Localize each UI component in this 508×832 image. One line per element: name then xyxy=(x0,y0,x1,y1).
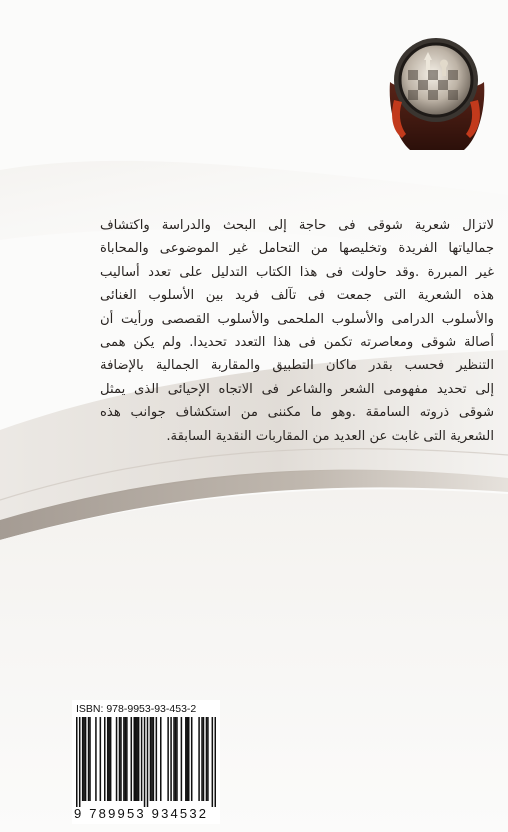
barcode-bar xyxy=(212,717,214,807)
blurb-line: والأسلوب الدرامى والأسلوب الملحمى والأسلوب القصصى ورأيت أن xyxy=(100,311,494,327)
barcode-bar xyxy=(150,717,152,801)
barcode-bar xyxy=(88,717,90,801)
barcode-bar xyxy=(206,717,208,801)
barcode-bar xyxy=(175,717,177,801)
barcode-bar xyxy=(191,717,193,801)
barcode-bar xyxy=(176,717,178,801)
barcode-bar xyxy=(207,717,209,801)
barcode-bar xyxy=(203,717,205,801)
barcode-bar xyxy=(135,717,137,801)
barcode-bar xyxy=(188,717,190,801)
blurb-line: لاتزال شعرية شوقى فى حاجة إلى البحث والدراسة واكتشاف xyxy=(100,218,494,233)
barcode-bar xyxy=(215,717,216,807)
barcode-bar xyxy=(104,717,106,801)
barcode-bar xyxy=(110,717,112,801)
blurb-line: إلى تحديد مفهومى الشعر والشاعر فى الاتجاه الإحيائى الذى يمثل xyxy=(100,381,494,397)
isbn-label: ISBN: 978-9953-93-453-2 xyxy=(76,703,197,715)
blurb-line: غير المبررة .وقد حاولت فى هذا الكتاب التدليل على تعدد أساليب xyxy=(100,264,494,280)
blurb-line: الشعرية التى غابت عن العديد من المقاربات النقدية السابقة. xyxy=(166,428,494,444)
barcode-bar xyxy=(185,717,187,801)
barcode-icon xyxy=(76,717,216,807)
blurb-line: هذه الشعرية التى جمعت فى تآلف فريد بين الأسلوب الغنائى xyxy=(100,288,494,304)
barcode-bar xyxy=(108,717,110,801)
barcode-bar xyxy=(156,717,158,801)
blurb-line: التنظير فحسب بقدر ماكان التطبيق والمقاربة الجمالية بالإضافة xyxy=(100,358,494,374)
barcode-bar xyxy=(123,717,125,801)
barcode-bar xyxy=(173,717,175,801)
barcode-bar xyxy=(198,717,200,801)
barcode-bar xyxy=(141,717,143,801)
blurb-line: شوقى ذروته السامقة .وهو ما مكننى من استكشاف جوانب هذه xyxy=(100,405,494,421)
barcode-bar xyxy=(82,717,84,801)
barcode-bar xyxy=(126,717,128,801)
barcode-bar xyxy=(170,717,172,801)
barcode-bar xyxy=(125,717,127,801)
barcode-bar xyxy=(100,717,102,801)
ean-digits: 9 789953 934532 xyxy=(74,806,209,821)
barcode-bar xyxy=(136,717,138,801)
magnifier-chess-emblem-icon xyxy=(380,30,492,152)
barcode-bar xyxy=(151,717,153,801)
isbn-block xyxy=(72,700,220,824)
barcode-bar xyxy=(133,717,135,801)
barcode-bar xyxy=(120,717,122,801)
barcode-bar xyxy=(201,717,203,801)
barcode-bar xyxy=(187,717,189,801)
barcode-bar xyxy=(116,717,118,801)
blurb-text xyxy=(100,214,494,448)
barcode-bar xyxy=(76,717,78,807)
barcode-bar xyxy=(181,717,183,801)
barcode-bar xyxy=(119,717,121,801)
barcode-bar xyxy=(144,717,146,807)
barcode-bar xyxy=(160,717,162,801)
barcode-bar xyxy=(167,717,169,801)
barcode-bar xyxy=(147,717,149,807)
barcode-bar xyxy=(89,717,91,801)
blurb-line: أصالة شوقى ومعاصرته تكمن فى هذا التعدد تحديدا. ولم يكن همى xyxy=(100,334,494,350)
barcode-bar xyxy=(79,717,81,807)
barcode-bar xyxy=(131,717,133,801)
barcode-bar xyxy=(153,717,155,801)
barcode-bar xyxy=(107,717,109,801)
barcode-bar xyxy=(83,717,85,801)
blurb-line: جمالياتها الفريدة وتخليصها من التحامل غير الموضوعى والمحاباة xyxy=(100,241,494,257)
barcode-bar xyxy=(95,717,97,801)
barcode-bar xyxy=(138,717,140,801)
barcode-bar xyxy=(85,717,87,801)
